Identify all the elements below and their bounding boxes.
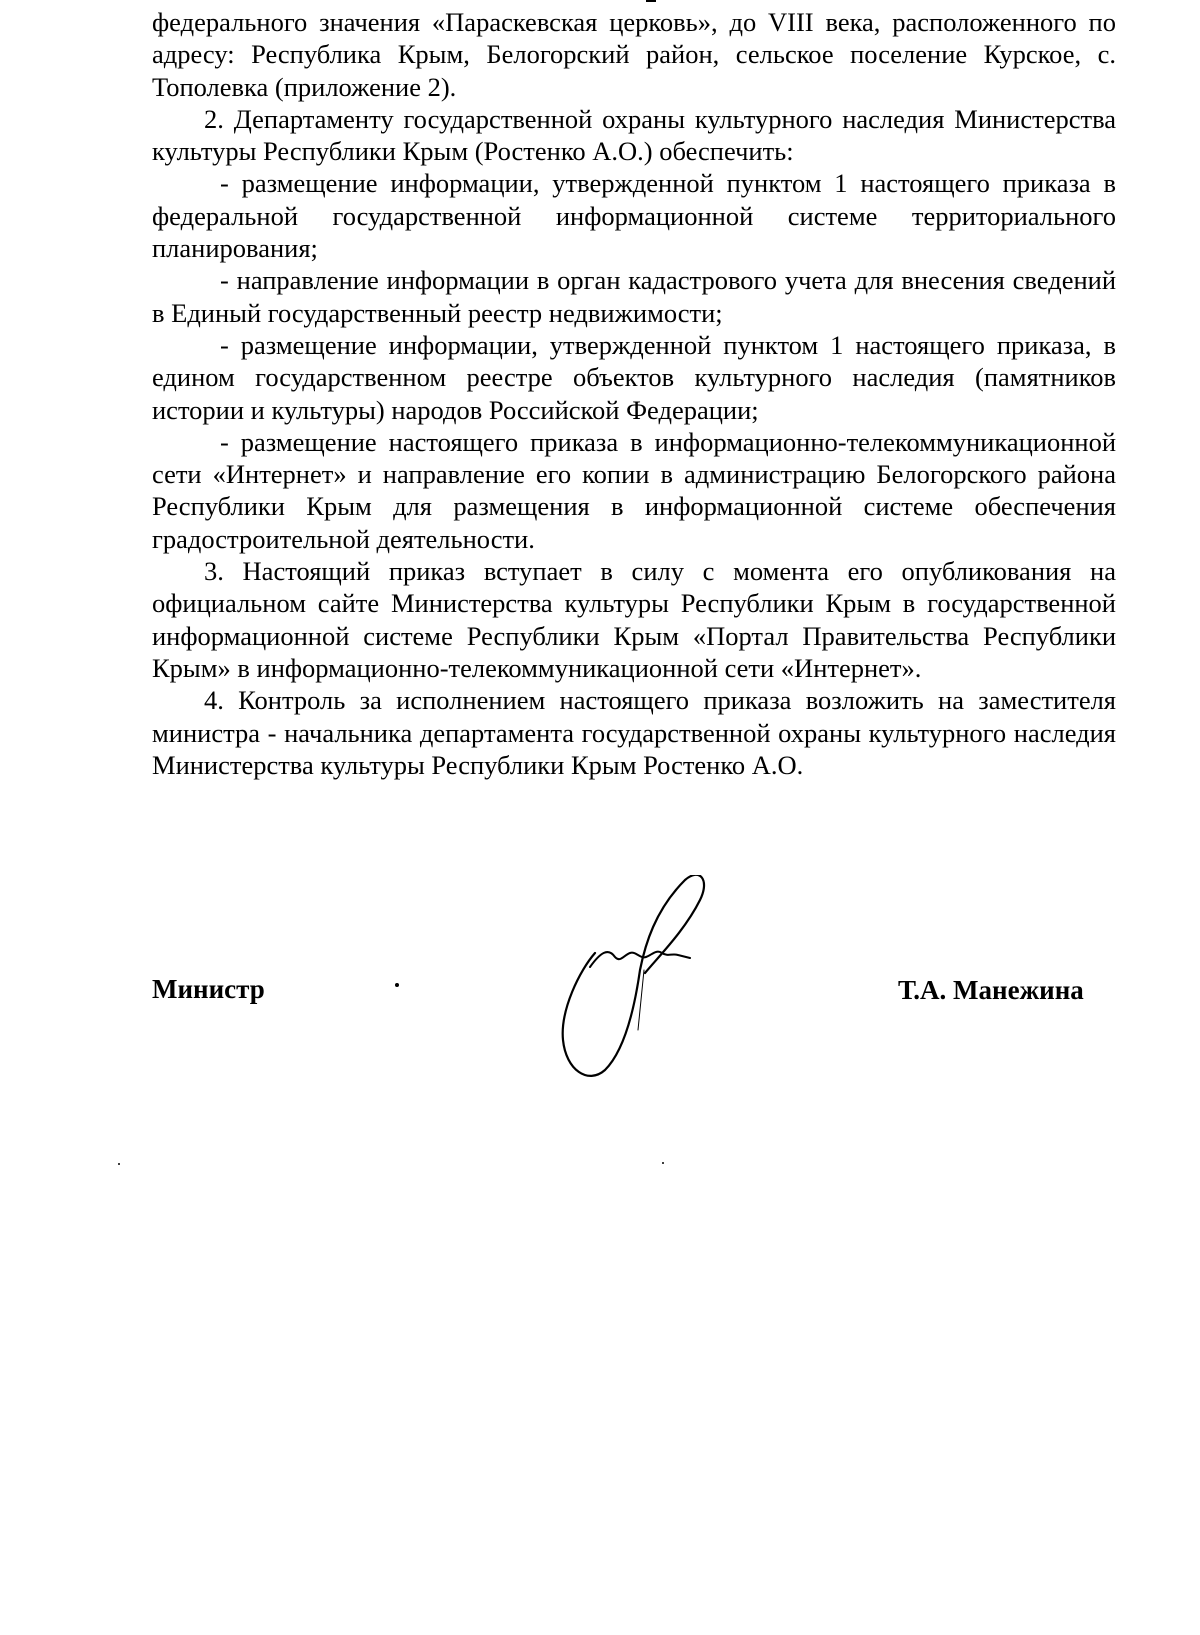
handwritten-signature-icon bbox=[560, 875, 735, 1085]
signatory-title: Министр bbox=[152, 974, 265, 1004]
paragraph-subitem-4: - размещение настоящего приказа в информационно-телекоммуникационной сети «Интернет» и направление его копии в администрацию Белогорского района Республики Крым для размещения в информационной системе обеспечения градостроительной деятельности. bbox=[152, 426, 1116, 554]
scan-dot bbox=[395, 983, 399, 987]
signatory-name: Т.А. Манежина bbox=[898, 975, 1084, 1005]
paragraph-item-2: 2. Департаменту государственной охраны культурного наследия Министерства культуры Республики Крым (Ростенко А.О.) обеспечить: bbox=[152, 103, 1116, 167]
paragraph-item-4: 4. Контроль за исполнением настоящего приказа возложить на заместителя министра - начальника департамента государственной охраны культурного наследия Министерства культуры Республики Крым Ростенко А.О. bbox=[152, 685, 1116, 780]
scan-dot bbox=[662, 1162, 664, 1164]
scan-dot bbox=[118, 1163, 120, 1165]
paragraph-subitem-3: - размещение информации, утвержденной пунктом 1 настоящего приказа, в едином государственном реестре объектов культурного наследия (памятников истории и культуры) народов Российской Федерации; bbox=[152, 329, 1116, 425]
paragraph-subitem-1: - размещение информации, утвержденной пунктом 1 настоящего приказа в федеральной государственной информационной системе территориального планирования; bbox=[152, 168, 1116, 264]
paragraph-continuation: федерального значения «Параскевская церковь», до VIII века, расположенного по адресу: Республика Крым, Белогорский район, сельское поселение Курское, с. Тополевка (приложение 2). bbox=[152, 7, 1116, 102]
paragraph-item-3: 3. Настоящий приказ вступает в силу с момента его опубликования на официальном сайте Министерства культуры Республики Крым в государственной информационной системе Республики Крым «Портал Правительства Республики Крым» в информационно-телекоммуникационной сети «Интернет». bbox=[152, 556, 1116, 683]
paragraph-subitem-2: - направление информации в орган кадастрового учета для внесения сведений в Единый государственный реестр недвижимости; bbox=[152, 265, 1116, 328]
